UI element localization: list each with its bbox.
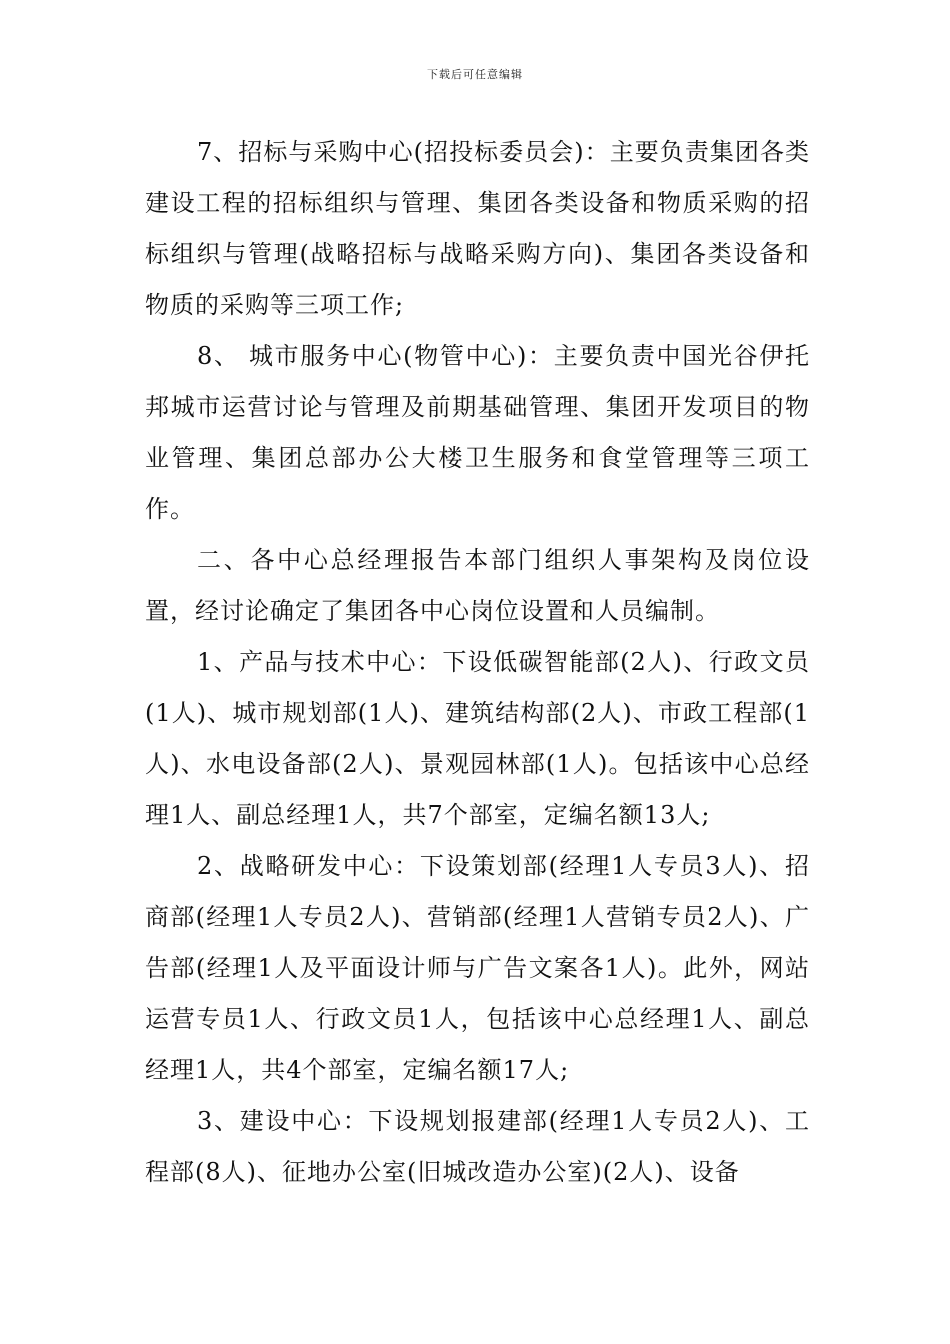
paragraph-bidding-procurement-center: 7、招标与采购中心(招投标委员会)：主要负责集团各类建设工程的招标组织与管理、集团各类设备和物质采购的招标组织与管理(战略招标与战略采购方向)、集团各类设备和物质的采购等三项工作; — [145, 138, 810, 319]
paragraph-construction-center: 3、建设中心：下设规划报建部(经理1人专员2人)、工程部(8人)、征地办公室(旧城改造办公室)(2人)、设备 — [145, 1107, 810, 1186]
page-header-note: 下载后可任意编辑 — [427, 68, 523, 81]
document-body — [145, 127, 810, 1198]
paragraph-strategy-research-center: 2、战略研发中心：下设策划部(经理1人专员3人)、招商部(经理1人专员2人)、营销部(经理1人营销专员2人)、广告部(经理1人及平面设计师与广告文案各1人)。此外，网站运营专员1人、行政文员1人，包括该中心总经理1人、副总经理1人，共4个部室，定编名额17人; — [145, 852, 810, 1084]
paragraph-city-service-center: 8、 城市服务中心(物管中心)：主要负责中国光谷伊托邦城市运营讨论与管理及前期基础管理、集团开发项目的物业管理、集团总部办公大楼卫生服务和食堂管理等三项工作。 — [145, 342, 810, 523]
paragraph-section-two: 二、各中心总经理报告本部门组织人事架构及岗位设置，经讨论确定了集团各中心岗位设置和人员编制。 — [145, 546, 810, 625]
paragraph-product-technology-center: 1、产品与技术中心：下设低碳智能部(2人)、行政文员(1人)、城市规划部(1人)、建筑结构部(2人)、市政工程部(1人)、水电设备部(2人)、景观园林部(1人)。包括该中心总经理1人、副总经理1人，共7个部室，定编名额13人; — [145, 648, 810, 829]
